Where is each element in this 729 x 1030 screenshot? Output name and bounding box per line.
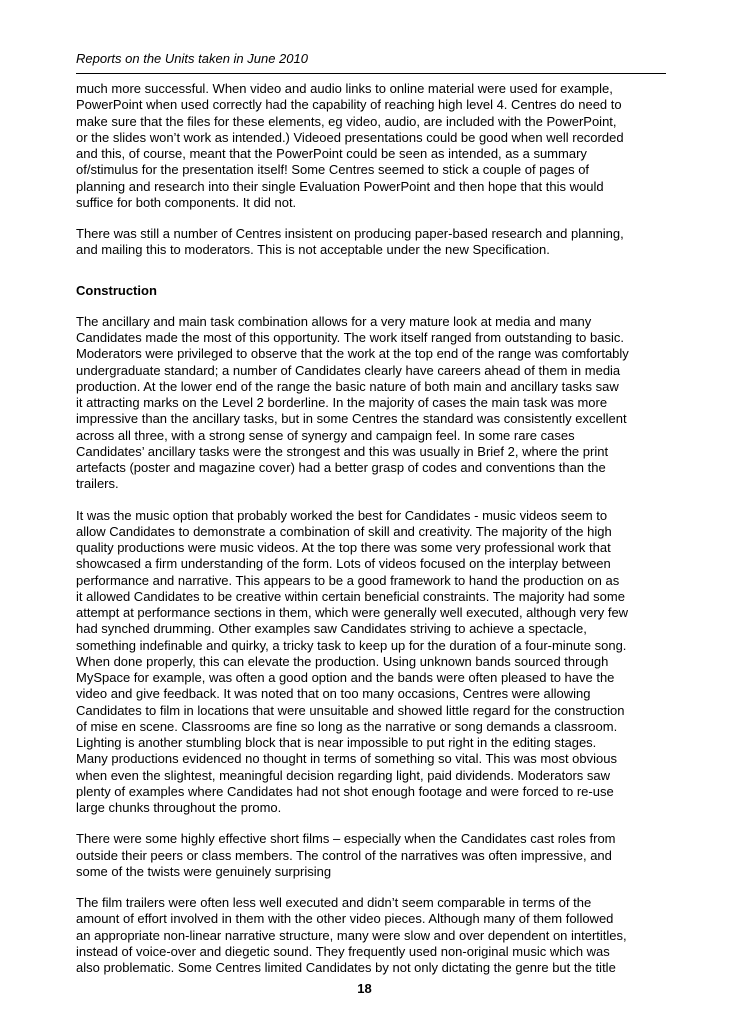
text-line: When done properly, this can elevate the production. Using unknown bands sourced through bbox=[76, 653, 609, 669]
text-line: PowerPoint when used correctly had the capability of reaching high level 4. Centres do need to bbox=[76, 97, 622, 113]
text-line: performance and narrative. This appears to be a good framework to hand the production on as bbox=[76, 572, 620, 588]
text-line: The ancillary and main task combination allows for a very mature look at media and many bbox=[76, 313, 592, 329]
section-heading-construction: Construction bbox=[76, 282, 157, 298]
text-line: also problematic. Some Centres limited Candidates by not only dictating the genre but the title bbox=[76, 960, 616, 975]
text-line: instead of voice-over and diegetic sound. They frequently used non-original music which was bbox=[76, 943, 610, 959]
text-line: Candidates to film in locations that were unsuitable and showed little regard for the construction bbox=[76, 702, 625, 718]
text-line: allow Candidates to demonstrate a combination of skill and creativity. The majority of the high bbox=[76, 523, 612, 539]
text-line: suffice for both components. It did not. bbox=[76, 194, 297, 210]
text-line: when even the slightest, meaningful decision regarding light, paid dividends. Moderators saw bbox=[76, 767, 611, 783]
text-line: showcased a firm understanding of the form. Lots of videos focused on the interplay between bbox=[76, 556, 611, 572]
text-line: had synched drumming. Other examples saw Candidates striving to achieve a spectacle, bbox=[76, 621, 587, 637]
text-line: and this, of course, meant that the PowerPoint could be seen as intended, as a summary bbox=[76, 146, 587, 161]
text-line: impressive than the ancillary tasks, but in some Centres the standard was consistently excellent bbox=[76, 411, 627, 427]
paragraph-film-trailers bbox=[76, 895, 676, 976]
text-line: and mailing this to moderators. This is not acceptable under the new Specification. bbox=[76, 242, 550, 258]
text-line: quality productions were music videos. At the top there was some very professional work that bbox=[76, 540, 611, 555]
text-line: outside their peers or class members. The control of the narratives was often impressive, and bbox=[76, 847, 612, 863]
text-line: MySpace for example, was often a good option and the bands were often pleased to have the bbox=[76, 670, 615, 685]
report-body bbox=[76, 81, 676, 976]
text-line: There was still a number of Centres insistent on producing paper-based research and planning, bbox=[76, 226, 624, 241]
text-line: or the slides won’t work as intended.) Videoed presentations could be good when well recorded bbox=[76, 129, 624, 145]
text-line: some of the twists were genuinely surprising bbox=[76, 863, 332, 879]
paragraph-paper-based bbox=[76, 226, 676, 259]
text-line: planning and research into their single Evaluation PowerPoint and then hope that this would bbox=[76, 178, 604, 194]
paragraph-short-films bbox=[76, 831, 676, 880]
text-line: production. At the lower end of the range the basic nature of both main and ancillary tasks saw bbox=[76, 378, 619, 394]
text-line: trailers. bbox=[76, 476, 119, 492]
text-line: it allowed Candidates to be creative within certain beneficial constraints. The majority had some bbox=[76, 588, 625, 604]
text-line: amount of effort involved in them with the other video pieces. Although many of them followed bbox=[76, 911, 614, 927]
text-line: video and give feedback. It was noted that on too many occasions, Centres were allowing bbox=[76, 686, 591, 702]
text-line: something indefinable and quirky, a tricky task to keep up for the duration of a four-minute song. bbox=[76, 637, 627, 653]
text-line: across all three, with a strong sense of synergy and campaign feel. In some rare cases bbox=[76, 427, 575, 443]
text-line: of mise en scene. Classrooms are fine so long as the narrative or song demands a classroom. bbox=[76, 718, 618, 734]
page-number: 18 bbox=[357, 981, 372, 996]
text-line: undergraduate standard; a number of Candidates clearly have careers ahead of them in media bbox=[76, 362, 621, 378]
text-line: The film trailers were often less well executed and didn’t seem comparable in terms of the bbox=[76, 895, 592, 910]
text-line: It was the music option that probably worked the best for Candidates - music videos seem to bbox=[76, 507, 608, 523]
text-line: much more successful. When video and audio links to online material were used for example, bbox=[76, 81, 613, 96]
text-line: make sure that the files for these elements, eg video, audio, are included with the PowerPoint, bbox=[76, 113, 617, 129]
text-line: Lighting is another stumbling block that is near impossible to put right in the editing stages. bbox=[76, 735, 597, 750]
text-line: it attracting marks on the Level 2 borderline. In the majority of cases the main task was more bbox=[76, 395, 608, 410]
text-line: There were some highly effective short films – especially when the Candidates cast roles from bbox=[76, 831, 616, 847]
paragraph-ancillary bbox=[76, 314, 676, 493]
text-line: Candidates made the most of this opportunity. The work itself ranged from outstanding to basic. bbox=[76, 330, 624, 345]
text-line: Many productions evidenced no thought in terms of something so vital. This was most obvious bbox=[76, 751, 617, 767]
paragraph-powerpoint bbox=[76, 81, 676, 211]
paragraph-music-option bbox=[76, 508, 676, 817]
text-line: of/stimulus for the presentation itself! Some Centres seemed to stick a couple of pages of bbox=[76, 162, 590, 178]
running-header: Reports on the Units taken in June 2010 bbox=[76, 51, 308, 66]
text-line: large chunks throughout the promo. bbox=[76, 800, 282, 815]
text-line: attempt at performance sections in them, which were generally well executed, although very few bbox=[76, 605, 629, 620]
text-line: Candidates’ ancillary tasks were the strongest and this was usually in Brief 2, where the print bbox=[76, 443, 609, 459]
text-line: artefacts (poster and magazine cover) had a better grasp of codes and conventions than the bbox=[76, 460, 606, 475]
text-line: Moderators were privileged to observe that the work at the top end of the range was comfortably bbox=[76, 346, 629, 362]
header-divider bbox=[76, 73, 666, 74]
text-line: an appropriate non-linear narrative structure, many were slow and over dependent on intertitles, bbox=[76, 927, 627, 943]
text-line: plenty of examples where Candidates had not shot enough footage and were forced to re-use bbox=[76, 783, 614, 799]
